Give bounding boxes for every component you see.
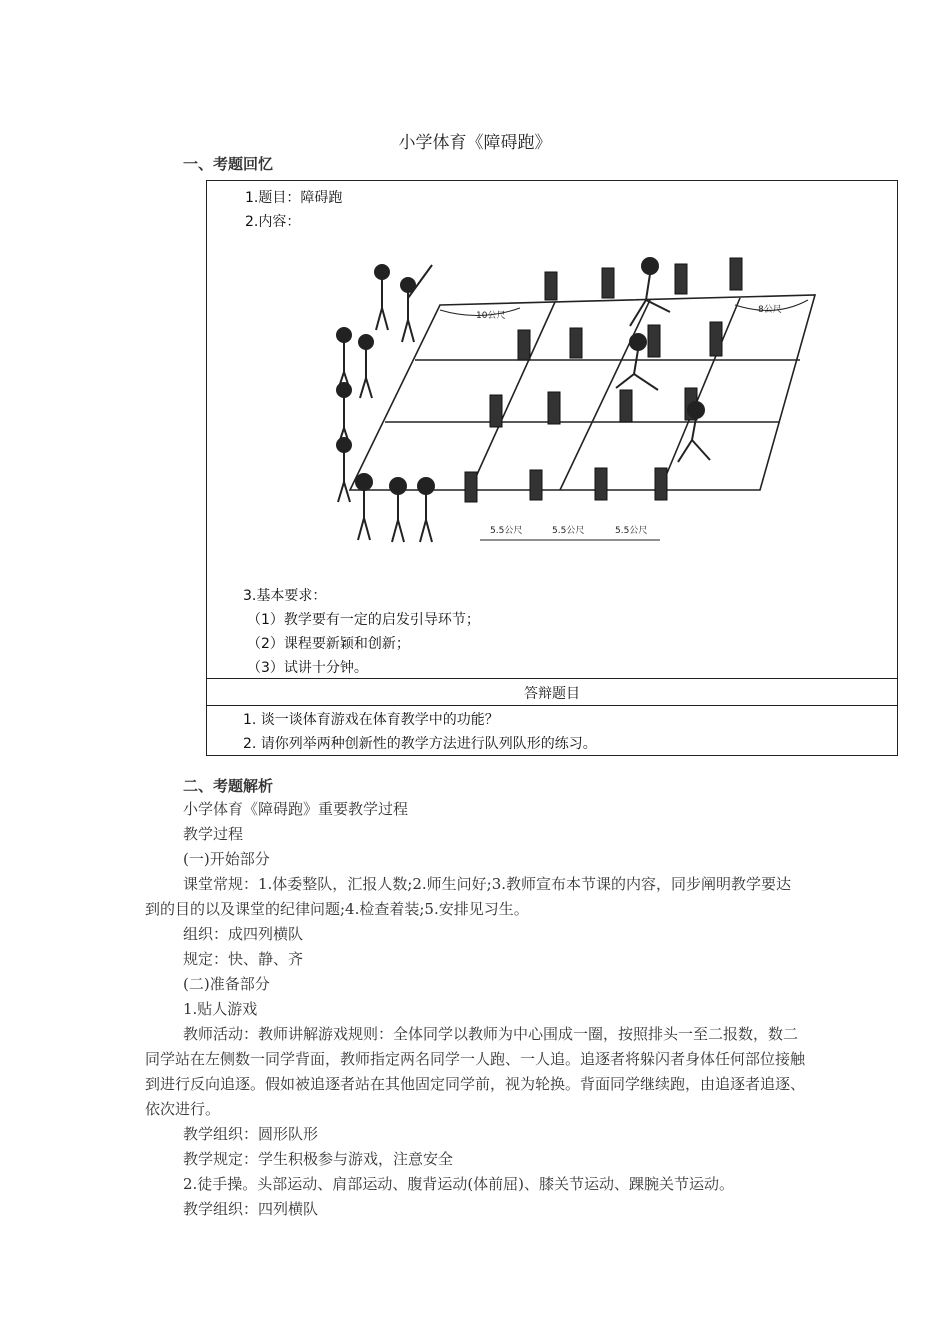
runner-figure [630,258,670,326]
student-figure [356,474,372,540]
student-figure [375,265,389,330]
paragraph: 教学组织：四列横队 [183,1200,319,1218]
runner-figure [678,402,710,462]
paragraph: 小学体育《障碍跑》重要教学过程 [183,800,409,818]
paragraph: 教学规定：学生积极参与游戏，注意安全 [183,1150,454,1168]
paragraph: 教师活动：教师讲解游戏规则：全体同学以教师为中心围成一圈，按照排头一至二报数，数二同学站在左侧数一同学背面，教师指定两名同学一人跑、一人追。追逐者将躲闪者身体任何部位接触到进行反向追逐。假如被追逐者站在其他固定同学前，视为轮换。背面同学继续跑，由追逐者追逐、依次进行。 [145,1025,806,1118]
dimension-label: 5.5公尺 [615,526,648,536]
question-content-label: 2.内容： [245,214,301,230]
section-heading-2: 二、考题解析 [183,777,274,795]
divider [207,705,897,706]
paragraph: 教学组织：圆形队形 [183,1125,319,1143]
field-outline [350,295,815,490]
student-figure [418,478,434,542]
paragraph: 2.徒手操。头部运动、肩部运动、腹背运动(体前屈)、膝关节运动、踝腕关节运动。 [183,1175,735,1193]
defense-question-2: 2. 请你列举两种创新性的教学方法进行队列队形的练习。 [243,736,597,752]
question-title: 1.题目：障碍跑 [245,190,343,206]
paragraph: 教学过程 [183,825,244,843]
obstacle-course-illustration [330,250,820,550]
student-figure [390,478,406,542]
requirements-label: 3.基本要求： [243,588,327,604]
dimension-label: 5.5公尺 [552,526,585,536]
divider [207,678,897,679]
dimension-label: 8公尺 [758,305,782,315]
paragraph: (二)准备部分 [183,975,270,993]
paragraph: 规定：快、静、齐 [183,950,304,968]
paragraph: 组织：成四列横队 [183,925,304,943]
paragraph: 1.贴人游戏 [183,1000,258,1018]
requirement-1: （1）教学要有一定的启发引导环节； [247,612,480,628]
dimension-label: 10公尺 [476,311,506,321]
requirement-3: （3）试讲十分钟。 [247,660,368,676]
page-title: 小学体育《障碍跑》 [398,133,552,153]
student-figure [337,383,351,446]
paragraph: (一)开始部分 [183,850,270,868]
student-figure [337,328,351,390]
student-figure [359,335,373,398]
student-figure [337,438,351,502]
section-heading-1: 一、考题回忆 [183,155,274,173]
paragraph: 课堂常规：1.体委整队，汇报人数;2.师生问好;3.教师宣布本节课的内容，同步阐明教学要达到的目的以及课堂的纪律问题;4.检查着装;5.安排见习生。 [145,875,792,918]
defense-header: 答辩题目 [524,686,580,702]
defense-question-1: 1. 谈一谈体育游戏在体育教学中的功能？ [243,712,499,728]
dimension-label: 5.5公尺 [490,526,523,536]
requirement-2: （2）课程要新颖和创新； [247,636,410,652]
